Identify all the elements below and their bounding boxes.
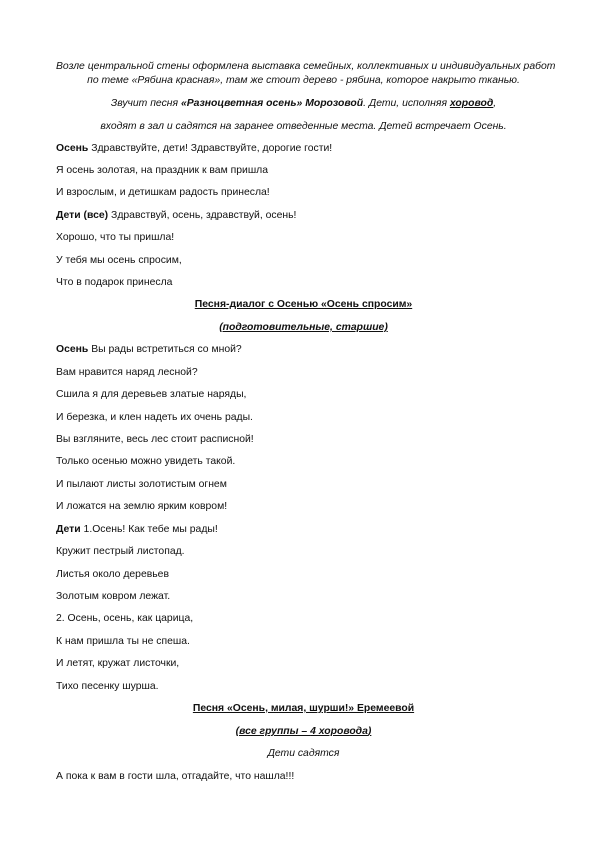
children-verse	[56, 524, 551, 536]
intro-line-2: по теме «Рябина красная», там же стоит дерево - рябина, которое накрыто тканью.	[87, 75, 520, 86]
song-shurshi-title: Песня «Осень, милая, шурши!» Еремеевой	[192, 703, 415, 714]
verse-line: Тихо песенку шурша.	[56, 681, 159, 692]
song-announcement	[56, 98, 551, 110]
enter-line: входят в зал и садятся на заранее отведенные места. Детей встречает Осень.	[100, 121, 507, 132]
verse-line: И взрослым, и детишкам радость принесла!	[56, 187, 270, 198]
autumn-question	[56, 344, 551, 356]
song-pre: Звучит песня	[110, 98, 181, 109]
dance-term: хоровод	[449, 98, 494, 109]
groups-end: )	[367, 726, 372, 737]
speaker-label: Осень	[56, 143, 89, 154]
children-reply	[56, 210, 551, 222]
speaker-label: Дети	[56, 524, 81, 535]
speech-text: Вы рады встретиться со мной?	[88, 344, 242, 355]
verse-line: Сшила я для деревьев златые наряды,	[56, 389, 247, 400]
verse-line: И ложатся на землю ярким ковром!	[56, 501, 228, 512]
song-shurshi-groups	[56, 726, 551, 738]
song-title: «Разноцветная осень» Морозовой	[180, 98, 364, 109]
verse-line: Вы взгляните, весь лес стоит расписной!	[56, 434, 254, 445]
song-dialog-title: Песня-диалог с Осенью «Осень спросим»	[194, 299, 413, 310]
verse-line: Хорошо, что ты пришла!	[56, 232, 175, 243]
speech-text: Здравствуйте, дети! Здравствуйте, дорогие гости!	[88, 143, 333, 154]
song-end: ,	[493, 98, 497, 109]
riddle-line: А пока к вам в гости шла, отгадайте, что нашла!!!	[56, 771, 295, 782]
verse-line: Только осенью можно увидеть такой.	[56, 456, 236, 467]
verse-line: И пылают листы золотистым огнем	[56, 479, 227, 490]
verse-line: У тебя мы осень спросим,	[56, 255, 182, 266]
verse-line: 2. Осень, осень, как царица,	[56, 613, 194, 624]
verse-line: К нам пришла ты не спеша.	[56, 636, 190, 647]
verse-line: Вам нравится наряд лесной?	[56, 367, 198, 378]
verse-line: Я осень золотая, на праздник к вам пришла	[56, 165, 269, 176]
song-mid: . Дети, исполняя	[363, 98, 450, 109]
groups-mid: 4 хоровода	[310, 726, 368, 737]
speaker-label: Дети (все)	[56, 210, 109, 221]
verse-line: И летят, кружат листочки,	[56, 658, 180, 669]
verse-line: И березка, и клен надеть их очень рады.	[56, 412, 253, 423]
speech-text: Здравствуй, осень, здравствуй, осень!	[108, 210, 297, 221]
intro-line-1: Возле центральной стены оформлена выставка семейных, коллективных и индивидуальных работ	[56, 61, 556, 72]
speech-text: 1.Осень! Как тебе мы рады!	[80, 524, 218, 535]
groups-pre: (все группы –	[235, 726, 311, 737]
children-sit: Дети садятся	[267, 748, 340, 759]
verse-line: Кружит пестрый листопад.	[56, 546, 185, 557]
verse-line: Золотым ковром лежат.	[56, 591, 171, 602]
song-dialog-groups: (подготовительные, старшие)	[219, 322, 388, 333]
speaker-label: Осень	[56, 344, 89, 355]
verse-line: Что в подарок принесла	[56, 277, 173, 288]
verse-line: Листья около деревьев	[56, 569, 169, 580]
autumn-greeting	[56, 143, 551, 155]
